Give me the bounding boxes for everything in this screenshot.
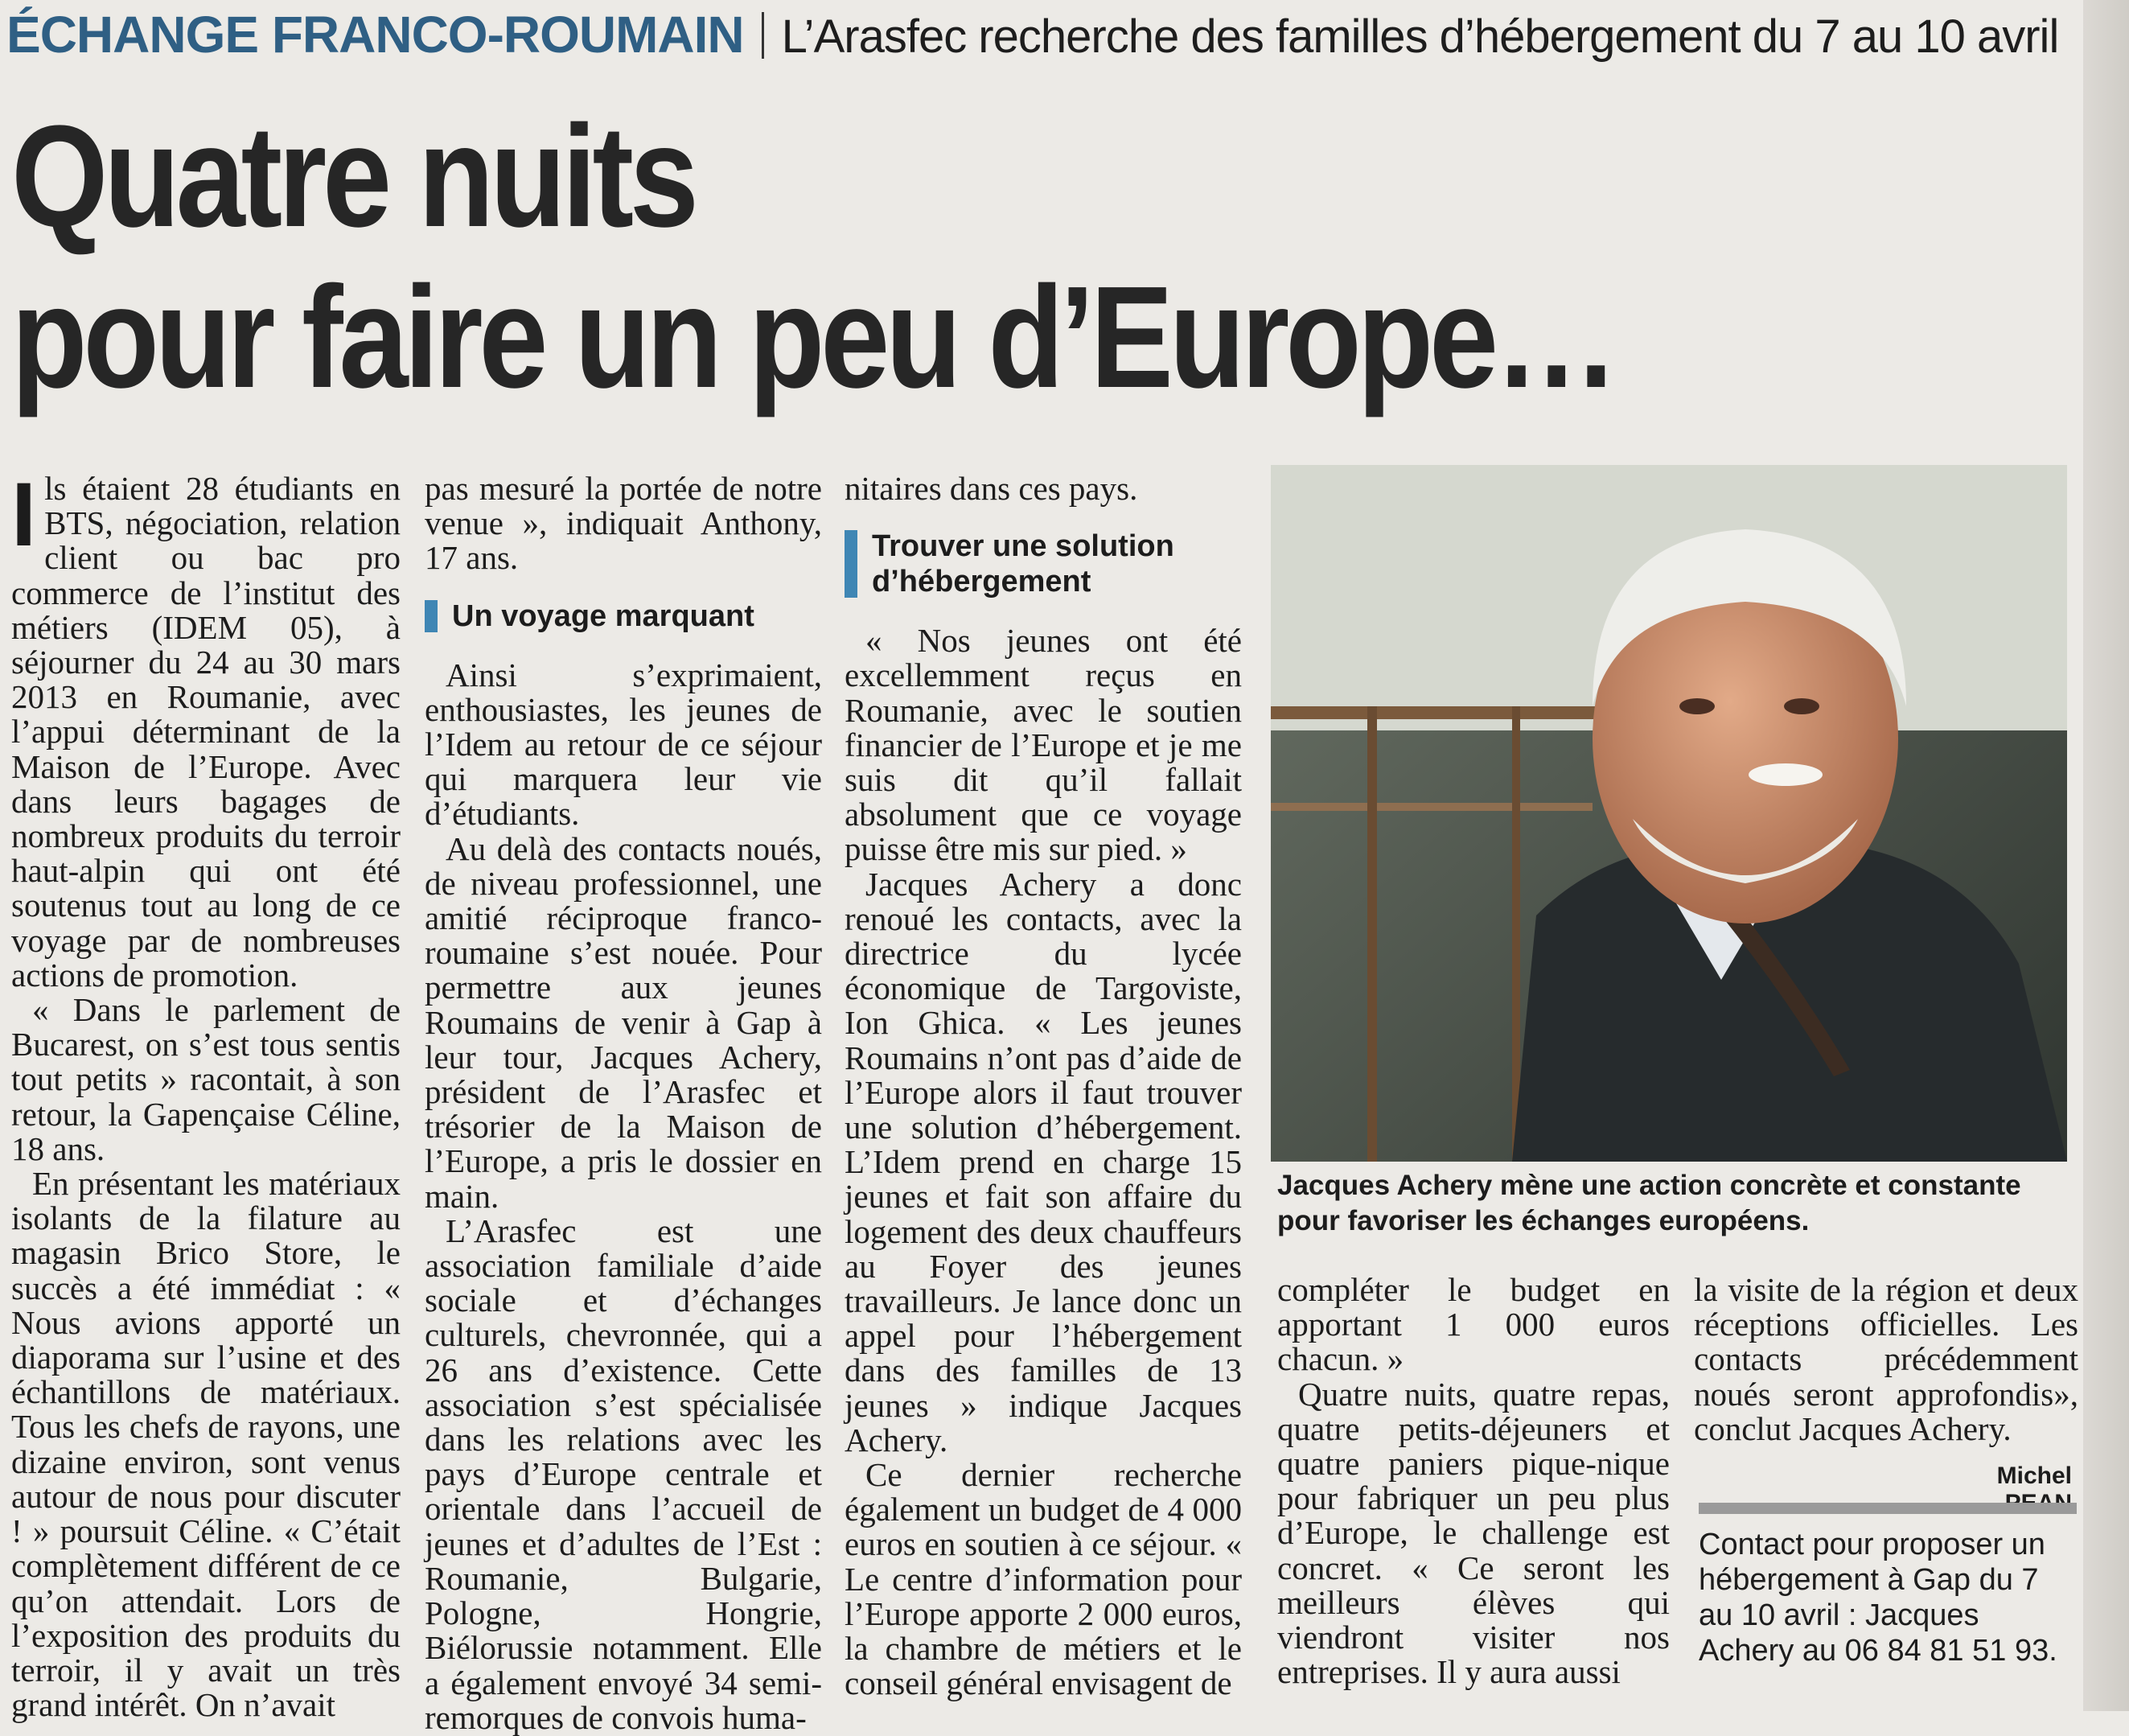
- headline-line-2: pour faire un peu d’Europe…: [11, 257, 1615, 418]
- article-column-3: [845, 471, 1242, 1701]
- paragraph: En présentant les matériaux isolants de la filature au magasin Brico Store, le succès a été immédiat : « Nous avions apporté un diaporama sur l’usine et des échantillons de matériaux. Tous les chefs de rayons, une dizaine environ, sont venus autour de nous pour discuter ! » poursuit Céline. « C’était complètement différent de ce qu’on attendait. Lors de l’exposition des produits du terroir, il y avait un très grand intérêt. On n’avait: [11, 1165, 401, 1724]
- article-column-5: [1694, 1273, 2078, 1446]
- paragraph: pas mesuré la portée de notre venue », indiquait Anthony, 17 ans.: [425, 470, 822, 577]
- kicker: [6, 5, 2122, 63]
- headline: [11, 97, 1671, 418]
- lead-paragraph: Ils étaient 28 étudiants en BTS, négociation, relation client ou bac pro commerce de l’institut des métiers (IDEM 05), à séjourner du 24 au 30 mars 2013 en Roumanie, avec l’appui déterminant de la Maison de l’Europe. Avec dans leurs bagages de nombreux produits du terroir haut-alpin qui ont été soutenus tout au long de ce voyage par de nombreuses actions de promotion.: [11, 464, 401, 993]
- subhead-marker: [845, 530, 857, 598]
- contact-box: Contact pour proposer un hébergement à Gap du 7 au 10 avril : Jacques Achery au 06 84 81 51 93.: [1699, 1528, 2057, 1668]
- subhead-marker: [425, 600, 438, 632]
- paragraph: L’Arasfec est une association familiale d’aide sociale et d’échanges culturels, chevronnée, qui a 26 ans d’existence. Cette association s’est spécialisée dans les relations avec les pays d’Europe centrale et orientale dans l’accueil de jeunes et d’adultes de l’Est : Roumanie, Bulgarie, Pologne, Hongrie, Biélorussie notamment. Elle a également envoyé 34 semi-remorques de convois huma-: [425, 1211, 822, 1736]
- subhead-hebergement: Trouver une solution d’hébergement: [845, 529, 1242, 599]
- article-column-1: [11, 464, 401, 1724]
- headline-line-1: Quatre nuits: [11, 96, 695, 257]
- paragraph: nitaires dans ces pays.: [845, 470, 1138, 507]
- paragraph: « Nos jeunes ont été excellemment reçus en Roumanie, avec le soutien financier de l’Europe et je me suis dit qu’il fallait absolument que ce voyage puisse être mis sur pied. »: [845, 622, 1242, 868]
- paragraph: Ce dernier recherche également un budget de 4 000 euros en soutien à ce séjour. « Le centre d’information pour l’Europe apporte 2 000 euros, la chambre de métiers et le conseil général envisagent de: [845, 1456, 1242, 1702]
- kicker-separator: [762, 12, 764, 59]
- dropcap: I: [11, 464, 37, 565]
- paragraph: Quatre nuits, quatre repas, quatre petits-déjeuners et quatre paniers pique-nique pour fabriquer un peu plus d’Europe, le challenge est concret. « Ce seront les meilleurs élèves qui viendront visiter nos entreprises. Il y aura aussi: [1277, 1375, 1670, 1691]
- photo-caption: Jacques Achery mène une action concrète et constante pour favoriser les échanges européens.: [1277, 1170, 2021, 1236]
- section-tag: ÉCHANGE FRANCO-ROUMAIN: [6, 6, 744, 64]
- paragraph: Au delà des contacts noués, de niveau professionnel, une amitié réciproque franco-roumaine s’est nouée. Pour permettre aux jeunes Roumains de venir à Gap à leur tour, Jacques Achery, président de l’Arasfec et trésorier de la Maison de l’Europe, a pris le dossier en main.: [425, 829, 822, 1215]
- byline: Michel: [1996, 1462, 2072, 1489]
- paragraph: Jacques Achery a donc renoué les contacts, avec la directrice du lycée économique de Targoviste, Ion Ghica. « Les jeunes Roumains n’ont pas d’aide de l’Europe alors il faut trouver une solution d’hébergement. L’Idem prend en charge 15 jeunes et fait son affaire du logement des deux chauffeurs au Foyer des jeunes travailleurs. Je lance donc un appel pour l’hébergement dans des familles de 13 jeunes » indique Jacques Achery.: [845, 865, 1242, 1458]
- paragraph: « Dans le parlement de Bucarest, on s’est tous sentis tout petits » racontait, à son retour, la Gapençaise Céline, 18 ans.: [11, 991, 401, 1167]
- photo-illustration: [1271, 465, 2067, 1162]
- kicker-subtitle: L’Arasfec recherche des familles d’hébergement du 7 au 10 avril: [781, 10, 2059, 63]
- contact-divider: [1699, 1503, 2077, 1514]
- paragraph: compléter le budget en apportant 1 000 euros chacun. »: [1277, 1271, 1670, 1378]
- portrait-photo: [1271, 465, 2067, 1162]
- subhead-voyage: Un voyage marquant: [425, 599, 822, 634]
- article-column-4: [1277, 1273, 1670, 1689]
- paragraph: Ainsi s’exprimaient, enthousiastes, les jeunes de l’Idem au retour de ce séjour qui marquera leur vie d’étudiants.: [425, 656, 822, 833]
- paragraph: la visite de la région et deux réceptions officielles. Les contacts précédemment noués seront approfondis», conclut Jacques Achery.: [1694, 1271, 2078, 1447]
- neighbor-page-edge: [2083, 0, 2129, 1711]
- article-column-2: [425, 471, 822, 1735]
